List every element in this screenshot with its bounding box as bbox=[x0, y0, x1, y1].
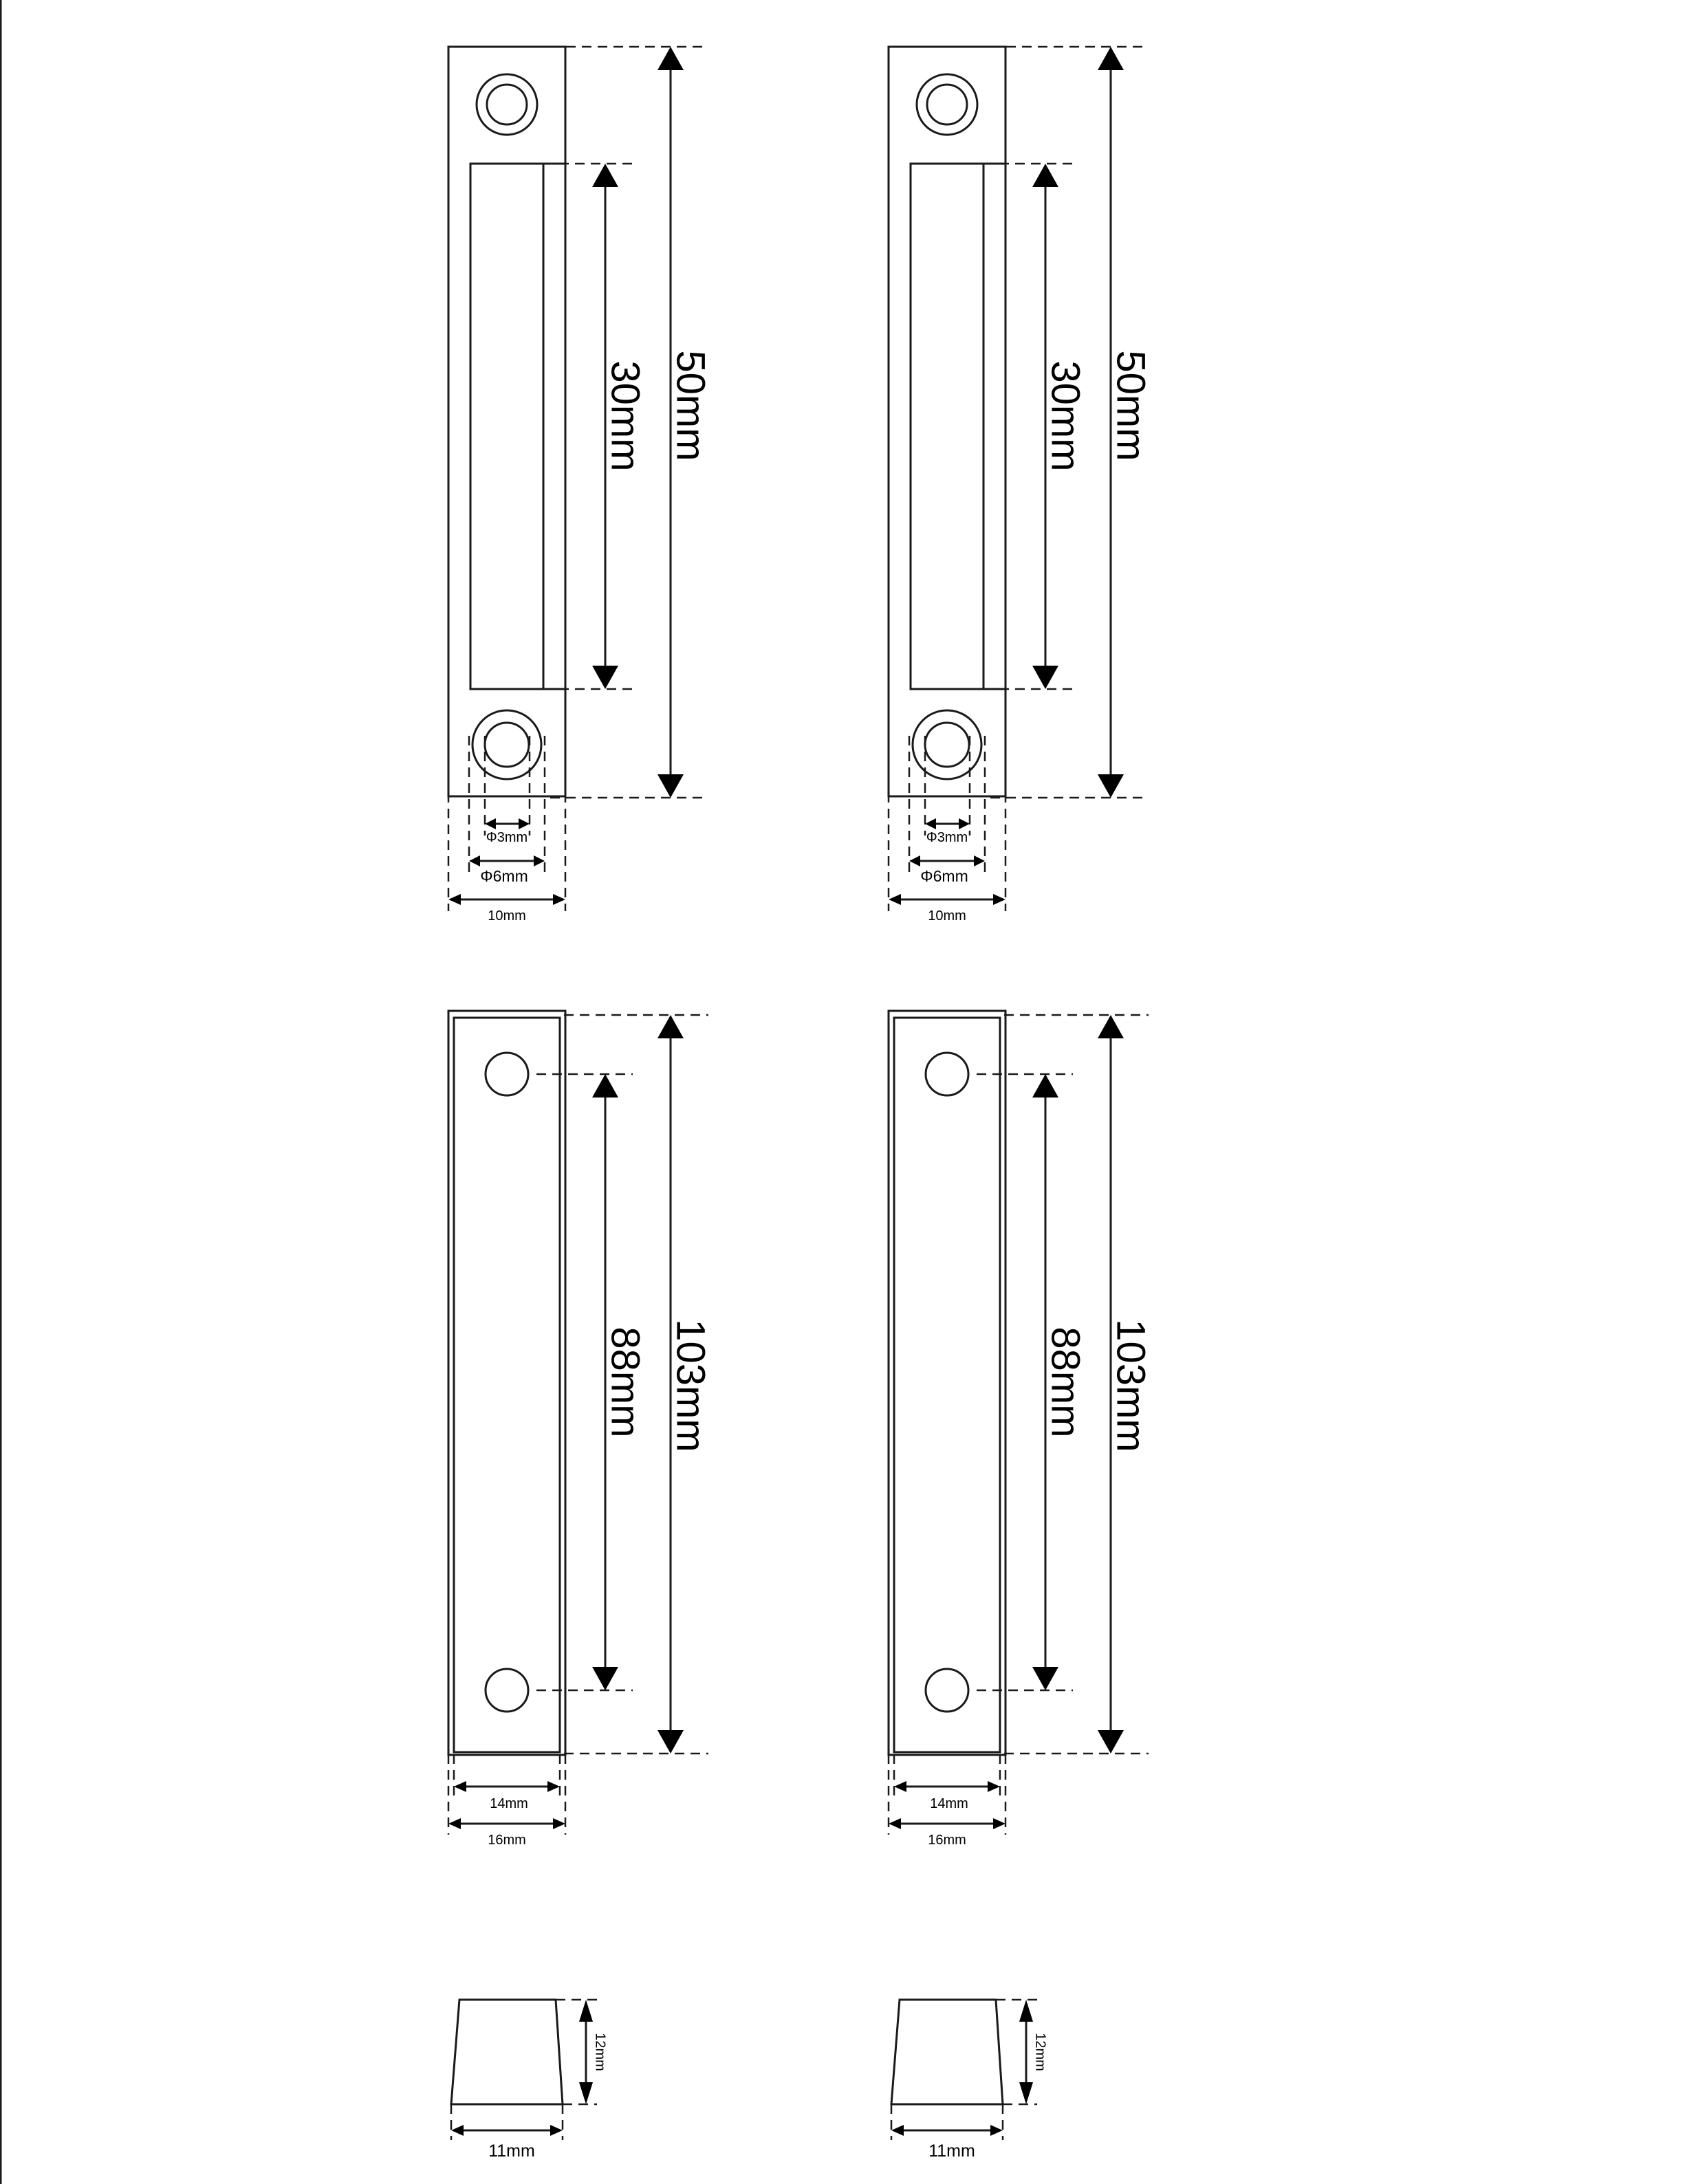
mount-hole-outer bbox=[917, 74, 977, 135]
arrowhead bbox=[451, 2125, 464, 2136]
arrowhead bbox=[657, 774, 684, 798]
mount-hole-inner bbox=[485, 723, 529, 767]
left-magnet bbox=[448, 47, 713, 924]
dim-label-88mm: 88mm bbox=[1043, 1326, 1088, 1438]
arrowhead bbox=[454, 1781, 466, 1792]
dim-label-30mm: 30mm bbox=[1043, 360, 1088, 472]
magnet-body bbox=[889, 47, 1005, 796]
dim-label-50mm: 50mm bbox=[1108, 350, 1153, 461]
right-bracket bbox=[889, 1011, 1153, 1848]
left-profile bbox=[451, 2000, 608, 2161]
arrowhead bbox=[448, 1818, 461, 1829]
arrowhead bbox=[657, 1015, 684, 1038]
arrowhead bbox=[889, 894, 901, 905]
mount-hole-outer bbox=[913, 710, 981, 779]
arrowhead bbox=[1098, 1730, 1124, 1754]
dim-label-hole-outer: Φ6mm bbox=[920, 867, 968, 885]
dim-label-profile-height: 12mm bbox=[592, 2033, 608, 2071]
arrowhead bbox=[1019, 2000, 1033, 2022]
arrowhead bbox=[1032, 164, 1058, 187]
magnet-slot bbox=[911, 164, 1005, 689]
bracket-outer bbox=[889, 1011, 1005, 1755]
arrowhead bbox=[988, 1781, 1000, 1792]
dim-label-profile-width: 11mm bbox=[928, 2141, 975, 2161]
dim-label-30mm: 30mm bbox=[602, 360, 648, 472]
dim-label-50mm: 50mm bbox=[668, 350, 713, 461]
arrowhead bbox=[1098, 774, 1124, 798]
arrowhead bbox=[974, 855, 985, 866]
dim-label-width: 10mm bbox=[488, 908, 526, 924]
arrowhead bbox=[592, 1074, 618, 1098]
arrowhead bbox=[553, 894, 565, 905]
mount-hole-inner bbox=[487, 85, 527, 124]
mount-hole-outer bbox=[472, 710, 541, 779]
mount-hole-inner bbox=[925, 723, 969, 767]
arrowhead bbox=[485, 818, 496, 829]
dim-label-hole-inner: Φ3mm bbox=[926, 830, 968, 845]
arrowhead bbox=[657, 47, 684, 70]
bracket-hole bbox=[926, 1669, 968, 1712]
bracket-hole bbox=[926, 1053, 968, 1095]
right-set bbox=[889, 47, 1153, 2161]
arrowhead bbox=[550, 2125, 563, 2136]
dim-label-profile-height: 12mm bbox=[1032, 2033, 1048, 2071]
arrowhead bbox=[894, 1781, 906, 1792]
arrowhead bbox=[469, 855, 480, 866]
dim-label-inner-width: 14mm bbox=[930, 1796, 968, 1811]
arrowhead bbox=[959, 818, 970, 829]
profile-outline bbox=[451, 2000, 563, 2104]
arrowhead bbox=[891, 2125, 904, 2136]
arrowhead bbox=[592, 666, 618, 689]
dim-label-profile-width: 11mm bbox=[488, 2141, 535, 2161]
arrowhead bbox=[993, 1818, 1005, 1829]
arrowhead bbox=[889, 1818, 901, 1829]
arrowhead bbox=[519, 818, 530, 829]
arrowhead bbox=[592, 1667, 618, 1690]
arrowhead bbox=[990, 2125, 1003, 2136]
left-set bbox=[448, 47, 713, 2161]
magnet-body bbox=[448, 47, 565, 796]
dim-label-88mm: 88mm bbox=[602, 1326, 648, 1438]
dim-label-inner-width: 14mm bbox=[490, 1796, 528, 1811]
arrowhead bbox=[592, 164, 618, 187]
arrowhead bbox=[1032, 1667, 1058, 1690]
magnet-slot bbox=[470, 164, 565, 689]
mount-hole-inner bbox=[927, 85, 967, 124]
arrowhead bbox=[1019, 2082, 1033, 2104]
dim-label-hole-outer: Φ6mm bbox=[480, 867, 528, 885]
arrowhead bbox=[1098, 47, 1124, 70]
arrowhead bbox=[579, 2000, 593, 2022]
bracket-inner bbox=[894, 1018, 1000, 1752]
bracket-outer bbox=[448, 1011, 565, 1755]
dim-label-outer-width: 16mm bbox=[488, 1833, 526, 1848]
arrowhead bbox=[553, 1818, 565, 1829]
arrowhead bbox=[1098, 1015, 1124, 1038]
arrowhead bbox=[547, 1781, 560, 1792]
right-magnet bbox=[889, 47, 1153, 924]
arrowhead bbox=[1032, 1074, 1058, 1098]
bracket-inner bbox=[454, 1018, 560, 1752]
dim-label-width: 10mm bbox=[928, 908, 966, 924]
arrowhead bbox=[909, 855, 920, 866]
arrowhead bbox=[925, 818, 936, 829]
left-bracket bbox=[448, 1011, 713, 1848]
bracket-hole bbox=[486, 1669, 528, 1712]
dim-label-hole-inner: Φ3mm bbox=[486, 830, 528, 845]
arrowhead bbox=[448, 894, 461, 905]
bracket-hole bbox=[486, 1053, 528, 1095]
arrowhead bbox=[1032, 666, 1058, 689]
dim-label-103mm: 103mm bbox=[1108, 1319, 1153, 1452]
profile-outline bbox=[891, 2000, 1003, 2104]
right-profile bbox=[891, 2000, 1048, 2161]
dim-label-outer-width: 16mm bbox=[928, 1833, 966, 1848]
arrowhead bbox=[579, 2082, 593, 2104]
mount-hole-outer bbox=[477, 74, 537, 135]
arrowhead bbox=[993, 894, 1005, 905]
dim-label-103mm: 103mm bbox=[668, 1319, 713, 1452]
arrowhead bbox=[534, 855, 545, 866]
arrowhead bbox=[657, 1730, 684, 1754]
